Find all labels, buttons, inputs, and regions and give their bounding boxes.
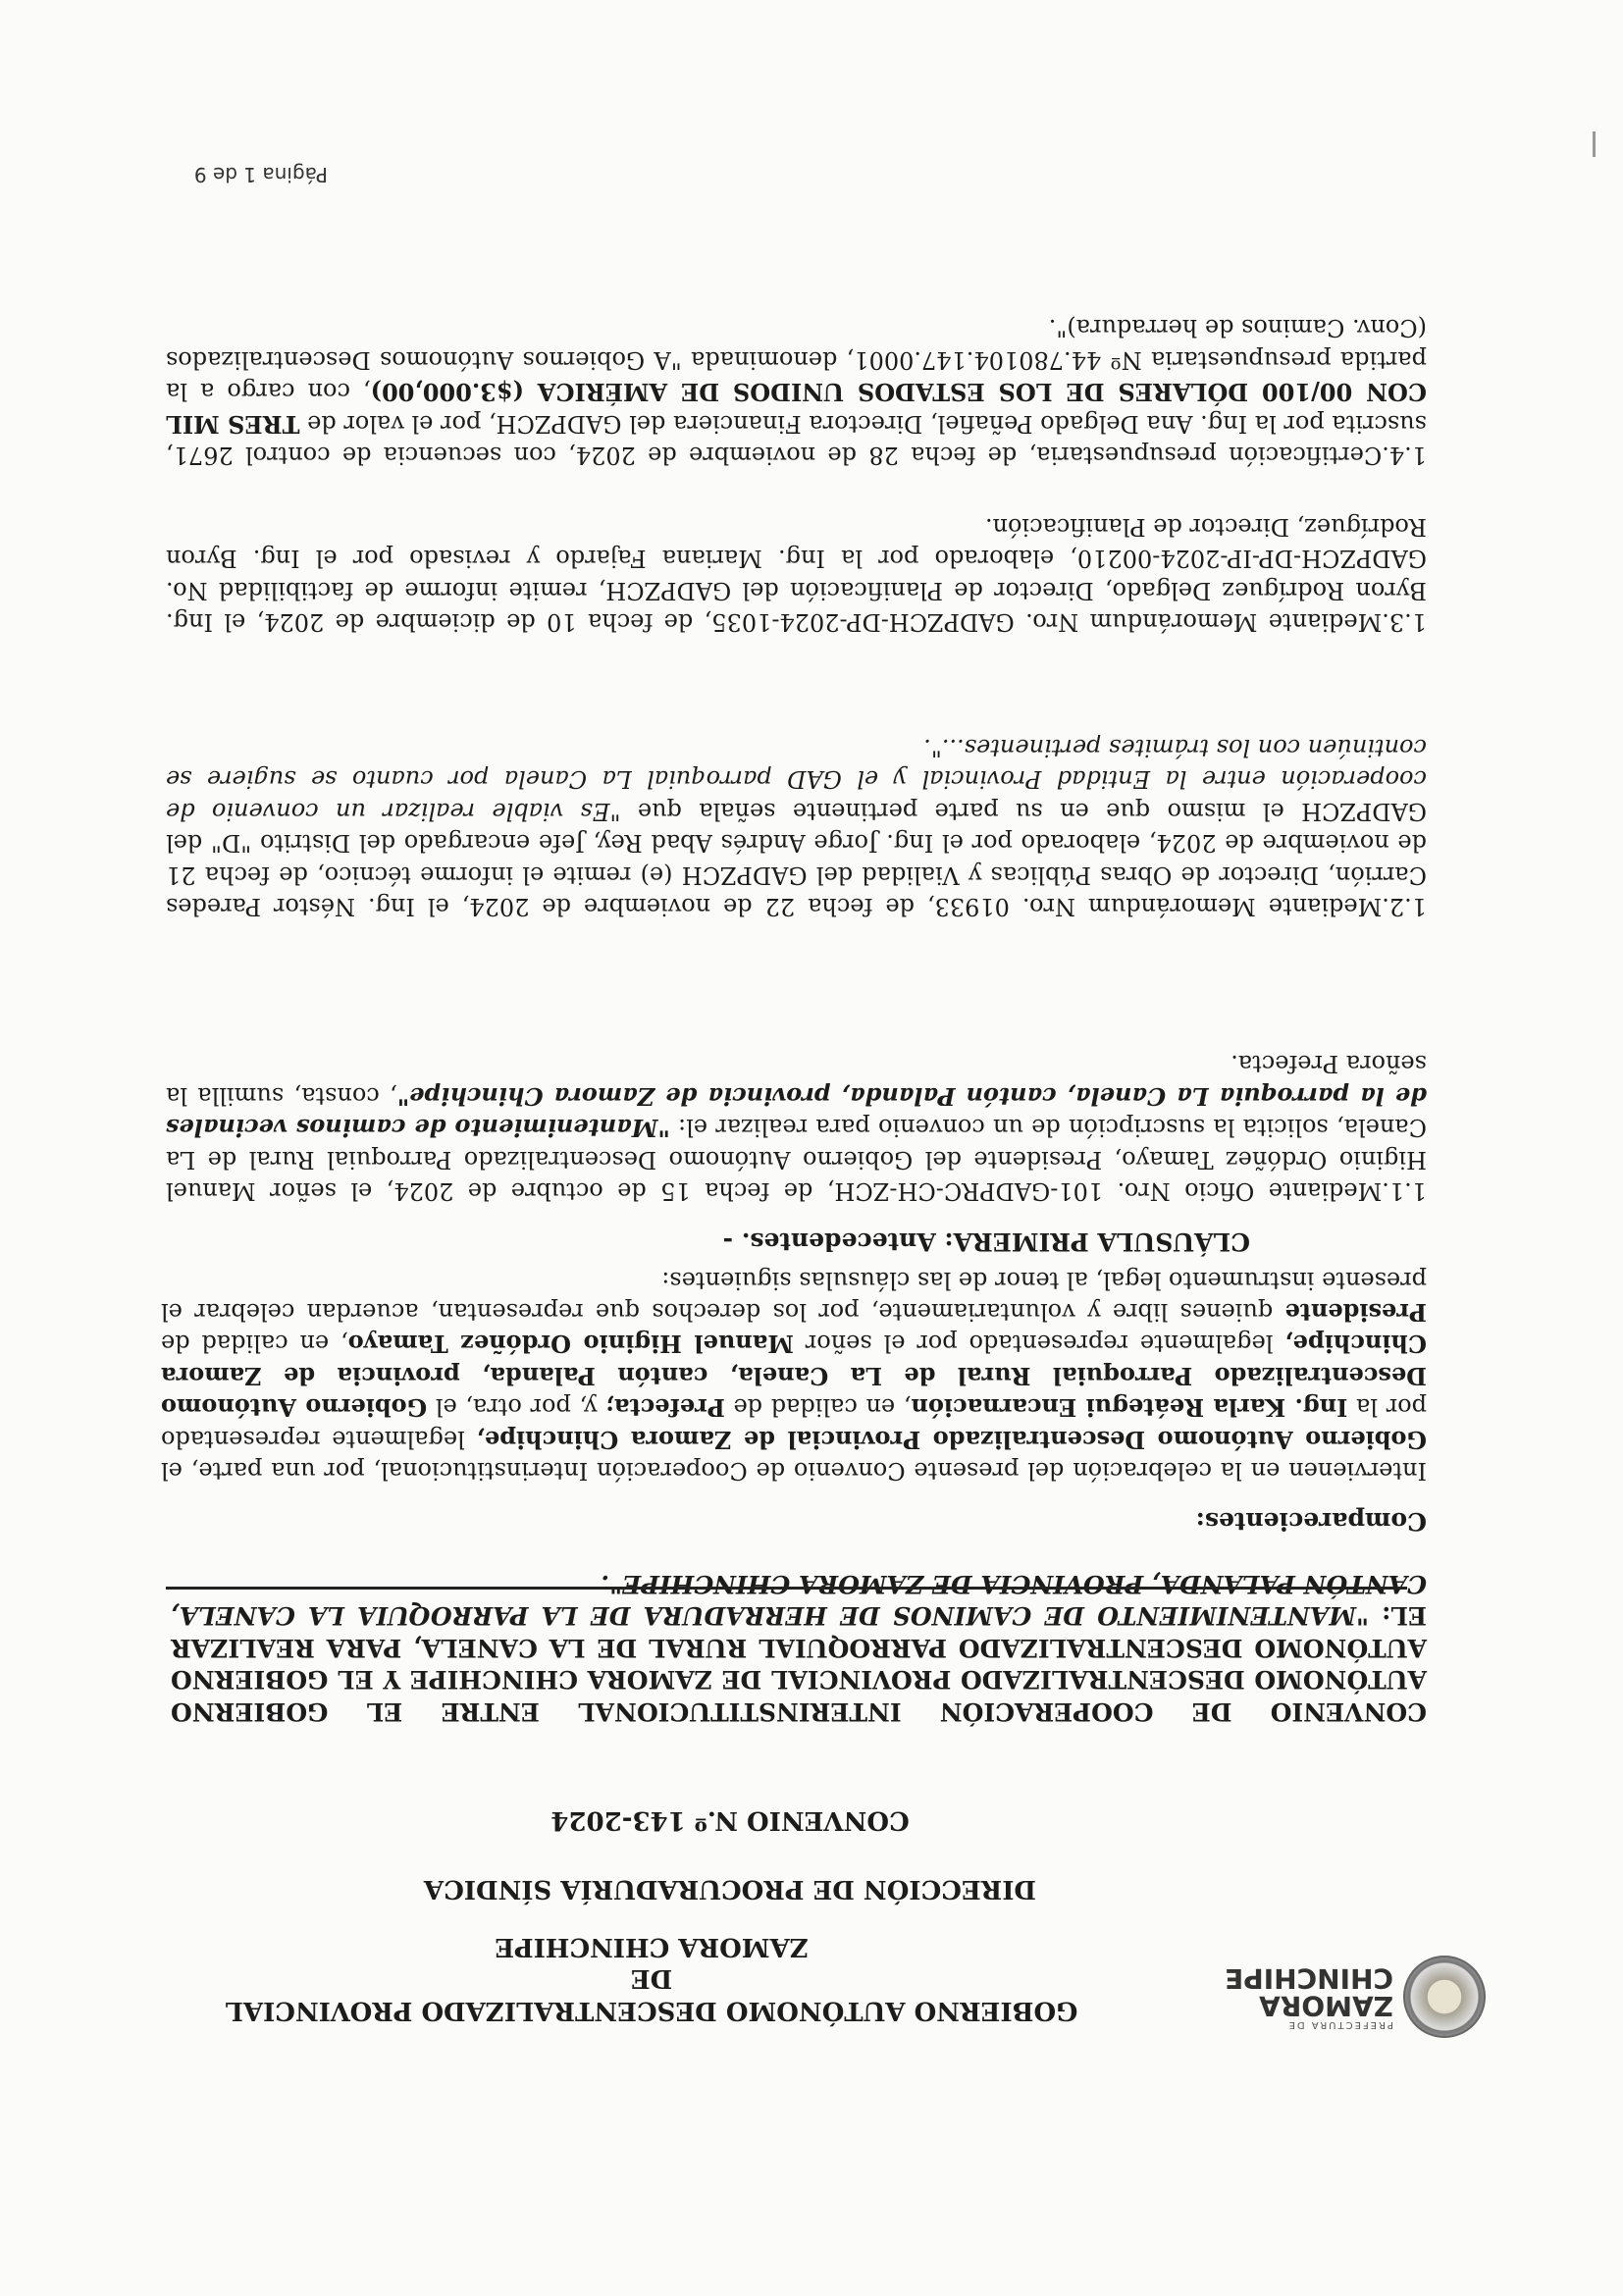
item-number: 1.4. (1382, 442, 1427, 469)
convenio-title (171, 1568, 1427, 1728)
text-run: Certificación presupuestaria, de fecha 28 de noviembre de 2024, con secuencia de control 2671, suscrita por la Ing. Ana Delgado Peñafiel, Directora Financiera del GADPZCH, por el valor de (166, 409, 1427, 469)
antecedente-1-3 (166, 510, 1427, 638)
bold-run: Manuel Higinio Ordóñez Tamayo (347, 1330, 794, 1359)
org-line1: GOBIERNO AUTÓNOMO DESCENTRALIZADO PROVINCIAL DE (225, 1963, 1078, 2025)
bold-run: Gobierno Autónomo Descentralizado Provincial de Zamora Chinchipe, (476, 1425, 1427, 1454)
prefectura-logo (1191, 1953, 1486, 2041)
text-run: legalmente representado por el señor (793, 1330, 1285, 1358)
antecedente-1-4 (166, 312, 1427, 471)
text-run: y, por otra, el (427, 1393, 606, 1422)
comparecientes-paragraph (161, 1264, 1427, 1487)
text-run: , consta, sumilla la señora Prefecta. (166, 1050, 1427, 1110)
comparecientes-heading: Comparecientes: (1195, 1507, 1427, 1536)
logo-line1: ZAMORA (1259, 1990, 1393, 2022)
title-italic: "MANTENIMIENTO DE CAMINOS DE HERRADURA DE LA PARROQUIA LA CANELA, CANTÓN PALANDA, PROVINCIA DE ZAMORA CHINCHIPE". (171, 1570, 1427, 1631)
text-run: Mediante Oficio Nro. 101-GADPRC-CH-ZCH, de fecha 15 de octubre de 2024, el señor Manuel Higinio Ordóñez Tamayo, Presidente del Gobierno Autónomo Descentralizado Parroquial Rural de La Canela, solicita la suscripción de un convenio para realizar el: (166, 1114, 1427, 1205)
logo-wordmark (1225, 1964, 1393, 2029)
bold-run: Ing. Karla Reátegui Encarnación (911, 1393, 1348, 1423)
item-number: 1.2. (1382, 893, 1427, 920)
direction-title: DIRECCIÓN DE PROCURADURÍA SÍNDICA (424, 1874, 1037, 1904)
text-run: Mediante Memorándum Nro. 01933, de fecha 22 de noviembre de 2024, el Ing. Néstor Paredes Carrión, Director de Obras Públicas y Vialidad del GADPZCH (e) remite el informe técnico, de fecha 21 de noviembre de 2024, elaborado por el Ing. Jorge Andrés Abad Rey, Jefe encargado del Distrito "D" del GADPZCH el mismo que en su parte pertinente señala que (166, 797, 1427, 920)
coat-of-arms-icon (1403, 1956, 1486, 2038)
org-line2: ZAMORA CHINCHIPE (495, 1932, 809, 1961)
bold-run: Prefecta; (605, 1393, 725, 1423)
bold-run: Gobierno Autónomo Descentralizado Parroquial Rural de La Canela, cantón Palanda, provincia de Zamora Chinchipe, (160, 1330, 1427, 1423)
scan-edge-mark (1593, 131, 1596, 157)
page-number: Página 1 de 9 (193, 163, 328, 186)
antecedente-1-1 (166, 1048, 1427, 1207)
text-run: Intervienen en la celebración del presente Convenio de Cooperación Interinstitucional, por una parte, el (161, 1457, 1427, 1485)
item-number: 1.3. (1382, 608, 1427, 636)
bold-italic-run: "Mantenimiento de caminos vecinales de la parroquia La Canela, cantón Palanda, provincia de Zamora Chinchipe" (166, 1081, 1427, 1143)
text-run: , en calidad de (161, 1330, 348, 1358)
organization-header (210, 1931, 1093, 2027)
logo-line2: CHINCHIPE (1225, 1962, 1393, 1995)
title-divider (166, 1587, 1407, 1590)
text-run: Mediante Memorándum Nro. GADPZCH-DP-2024-1035, de fecha 10 de diciembre de 2024, el Ing. Byron Rodríguez Delgado, Director de Planificación del GADPZCH, remite informe de factibilidad No. GADPZCH-DP-IP-2024-00210, elaborado por la Ing. Mariana Fajardo y revisado por el Ing. Byron Rodríguez, Director de Planificación. (166, 512, 1427, 636)
bold-run: Presidente (1284, 1298, 1427, 1328)
italic-run: "Es viable realizar un convenio de cooperación entre la Entidad Provincial y el GAD parroquial La Canela por cuanto se sugiere se continúen con los trámites pertinentes...". (166, 734, 1427, 825)
bold-run: TRES MIL CON 00/100 DÓLARES DE LOS ESTADOS UNIDOS DE AMÉRICA ($3.000,00) (165, 378, 1427, 439)
clausula-primera-heading: CLÁUSULA PRIMERA: Antecedentes. - (722, 1227, 1250, 1256)
text-run: , en calidad de (724, 1393, 912, 1422)
item-number: 1.1. (1382, 1177, 1427, 1205)
logo-prefix: PREFECTURA DE (1286, 2019, 1393, 2030)
convenio-number: CONVENIO N.º 143-2024 (550, 1805, 910, 1835)
text-run: , con cargo a la partida presupuestaria Nº 44.780104.147.0001, denominada "A Gobiernos Autónomos Descentralizados (Conv. Caminos de herradura)". (166, 314, 1427, 406)
antecedente-1-2 (166, 732, 1427, 922)
text-run: legalmente representado por la (161, 1393, 1427, 1453)
title-main: CONVENIO DE COOPERACIÓN INTERINSTITUCIONAL ENTRE EL GOBIERNO AUTÓNOMO DESCENTRALIZADO PROVINCIAL DE ZAMORA CHINCHIPE Y EL GOBIERNO AUTÓNOMO DESCENTRALIZADO PARROQUIAL RURAL DE LA CANELA, PARA REALIZAR EL: (171, 1601, 1427, 1726)
text-run: quienes libre y voluntariamente, por los derechos que representan, acuerdan celebrar el presente instrumento legal, al tenor de las cláusulas siguientes: (161, 1266, 1427, 1327)
